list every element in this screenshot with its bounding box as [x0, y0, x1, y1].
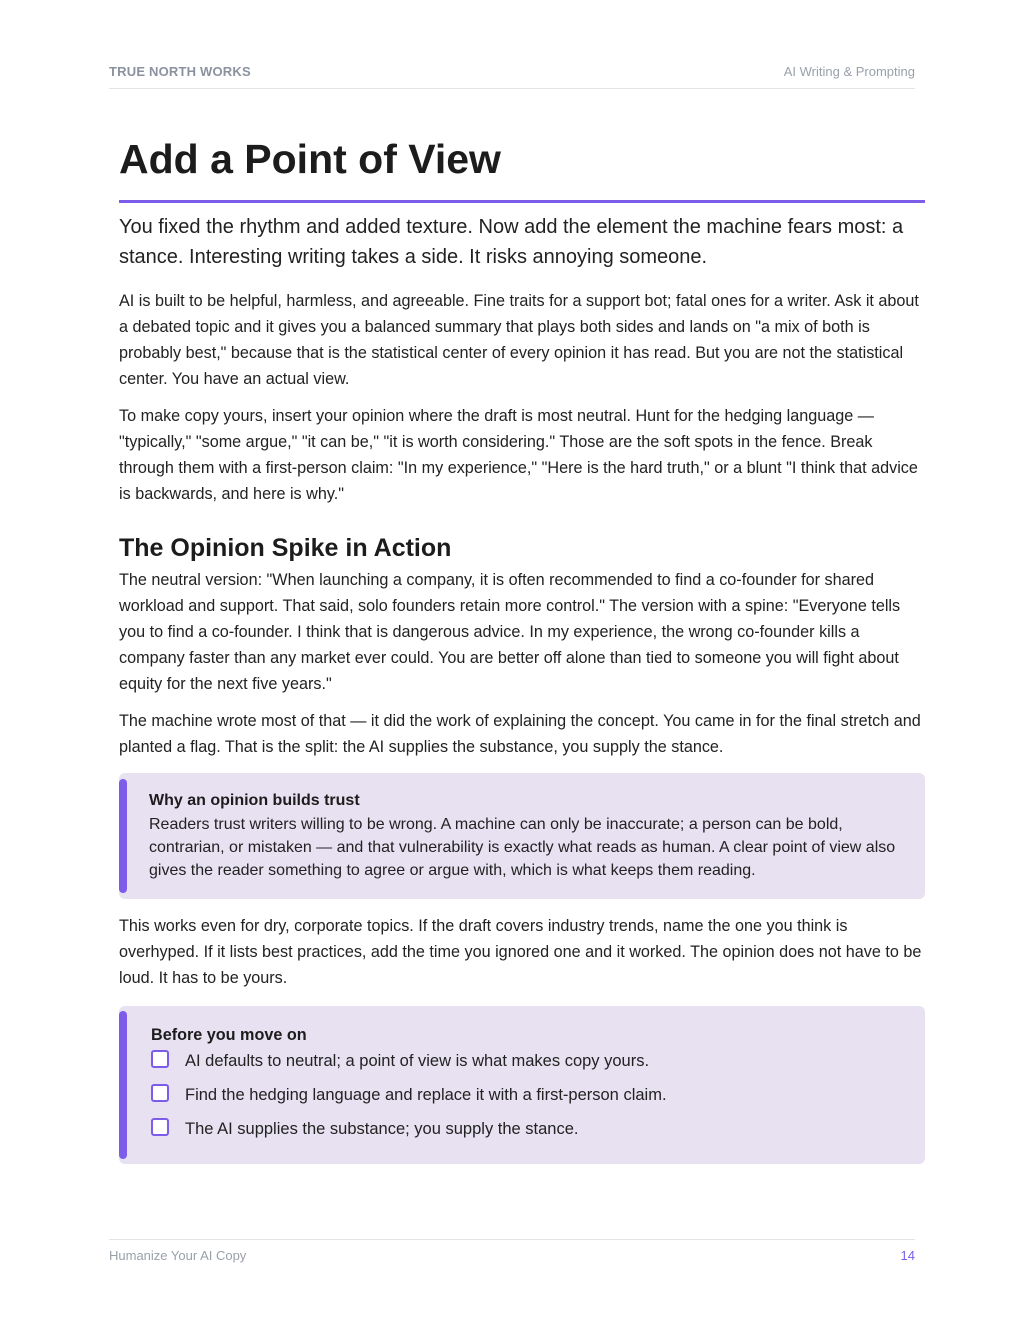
body-paragraph: This works even for dry, corporate topics. If the draft covers industry trends, name the one you think is overhyped. If it lists best practices, add the time you ignored one and it worked. The opinion does not have to be loud. It has to be yours.	[119, 917, 922, 987]
callout-title: Why an opinion builds trust	[149, 792, 360, 809]
document-name: Humanize Your AI Copy	[109, 1248, 247, 1263]
body-paragraph: The machine wrote most of that — it did the work of explaining the concept. You came in for the final stretch and planted a flag. That is the split: the AI supplies the substance, you supply the stance.	[119, 712, 921, 756]
body-paragraph: AI is built to be helpful, harmless, and agreeable. Fine traits for a support bot; fatal ones for a writer. Ask it about a debated topic and it gives you a balanced summary that plays both sides and lands on "a mix of both is probably best," because that is the statistical center of every opinion it has read. But you are not the statistical center. You have an actual view.	[119, 292, 919, 388]
lead-paragraph: You fixed the rhythm and added texture. Now add the element the machine fears most: a stance. Interesting writing takes a side. It risks annoying someone.	[119, 216, 904, 268]
body-paragraph: The neutral version: "When launching a company, it is often recommended to find a co-founder for shared workload and support. That said, solo founders retain more control." The version with a spine: "Everyone tells you to find a co-founder. I think that is dangerous advice. In my experience, the wrong co-founder kills a company faster than any market ever could. You are better off alone than tied to someone you will fight about equity for the next five years."	[119, 571, 901, 693]
section-name: AI Writing & Prompting	[783, 64, 915, 79]
checklist-box	[119, 1006, 925, 1164]
page-title: Add a Point of View	[119, 136, 501, 182]
checklist-item-text: AI defaults to neutral; a point of view is what makes copy yours.	[185, 1052, 650, 1070]
brand-name: TRUE NORTH WORKS	[109, 64, 251, 79]
checkbox-icon[interactable]	[151, 1118, 169, 1136]
checkbox-icon[interactable]	[151, 1050, 169, 1068]
title-underline	[119, 200, 925, 203]
checklist-item	[151, 1116, 901, 1150]
checklist-item	[151, 1082, 901, 1116]
checklist-item-text: The AI supplies the substance; you supply the stance.	[185, 1120, 579, 1138]
page-number: 14	[900, 1248, 915, 1263]
running-footer	[109, 1239, 915, 1263]
body-paragraph: To make copy yours, insert your opinion where the draft is most neutral. Hunt for the hedging language — "typically," "some argue," "it can be," "it is worth considering." Those are the soft spots in the fence. Break through them with a first-person claim: "In my experience," "Here is the hard truth," or a blunt "I think that advice is backwards, and here is why."	[119, 407, 918, 503]
checklist-item-text: Find the hedging language and replace it with a first-person claim.	[185, 1086, 667, 1104]
callout-box	[119, 773, 925, 899]
page-content	[119, 134, 925, 1164]
checklist-item	[151, 1048, 901, 1082]
section-heading: The Opinion Spike in Action	[119, 534, 452, 562]
checklist-title: Before you move on	[151, 1026, 307, 1044]
checkbox-icon[interactable]	[151, 1084, 169, 1102]
running-header	[109, 64, 915, 89]
callout-body: Readers trust writers willing to be wrong. A machine can only be inaccurate; a person can be bold, contrarian, or mistaken — and that vulnerability is exactly what reads as human. A clear point of view also gives the reader something to agree or argue with, which is what keeps them reading.	[149, 816, 896, 879]
